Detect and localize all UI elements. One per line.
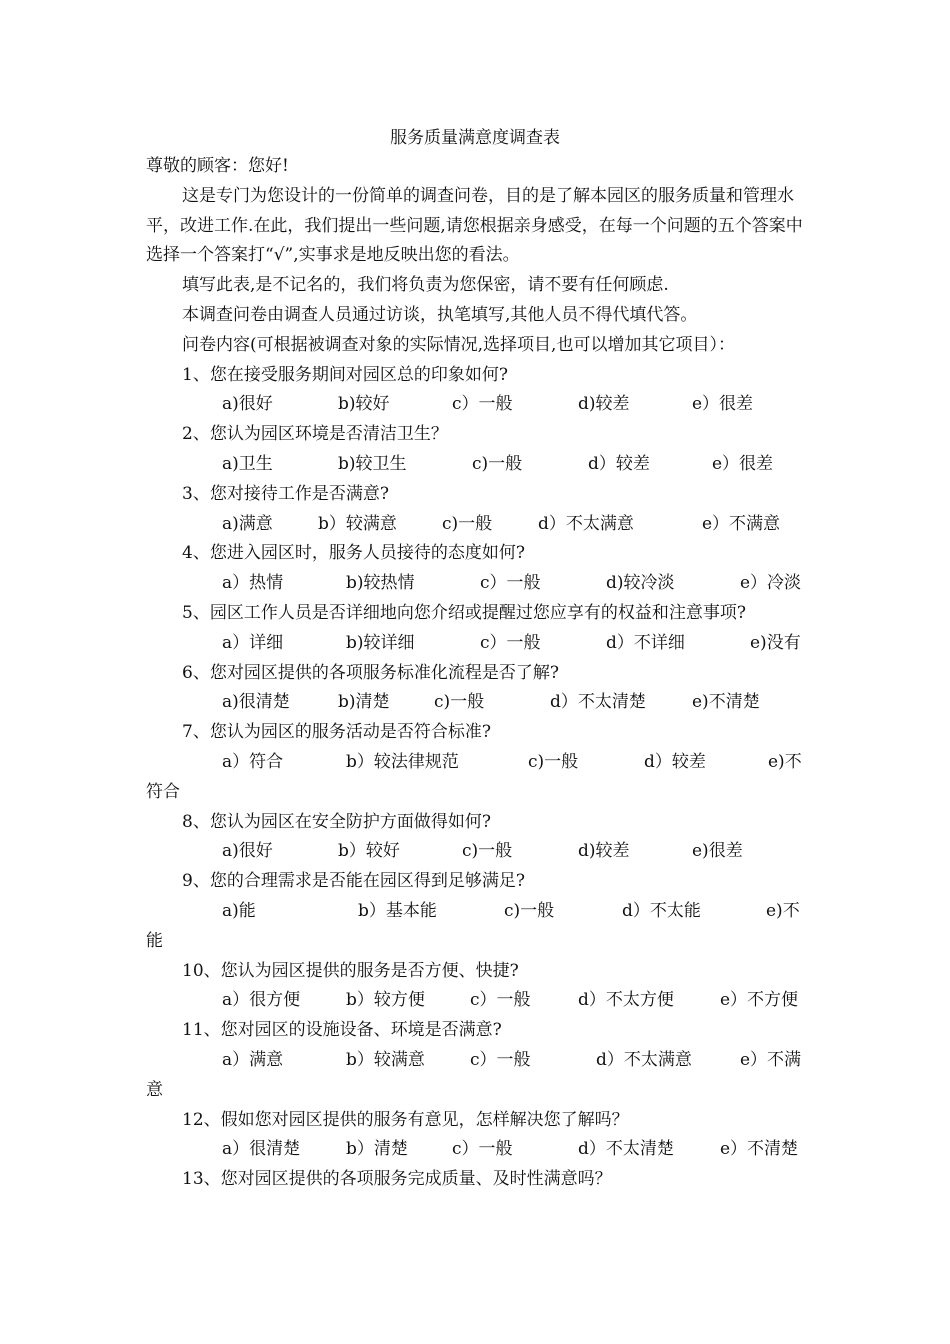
answer-option[interactable]: b)较好 (338, 394, 390, 415)
answer-option[interactable]: e）冷淡 (740, 573, 802, 594)
option-wrap-text: 能 (146, 930, 163, 951)
option-row (146, 748, 810, 778)
answer-option[interactable]: b）较方便 (346, 990, 425, 1011)
answer-option[interactable]: c)一般 (462, 841, 513, 862)
question-text: 4、您进入园区时，服务人员接待的态度如何? (182, 543, 525, 564)
question-text: 12、假如您对园区提供的服务有意见，怎样解决您了解吗？ (182, 1109, 629, 1130)
answer-option[interactable]: e)没有 (750, 632, 801, 653)
answer-option[interactable]: b）较好 (338, 841, 400, 862)
answer-option[interactable]: e)不 (768, 751, 802, 772)
answer-option[interactable]: e)不清楚 (692, 692, 760, 713)
answer-option[interactable]: c）一般 (470, 1049, 531, 1070)
answer-option[interactable]: b)较卫生 (338, 453, 407, 474)
answer-option[interactable]: d）不详细 (606, 632, 685, 653)
question-text: 11、您对园区的设施设备、环境是否满意? (182, 1020, 502, 1041)
answer-option[interactable]: c)一般 (442, 513, 493, 534)
option-row (146, 1135, 810, 1165)
option-row (146, 688, 810, 718)
answer-option[interactable]: c）一般 (452, 394, 513, 415)
answer-option[interactable]: a)很好 (222, 841, 273, 862)
option-row (146, 629, 810, 659)
question-text: 5、园区工作人员是否详细地向您介绍或提醒过您应享有的权益和注意事项? (182, 602, 746, 623)
option-row (146, 510, 810, 540)
option-wrap-text: 符合 (146, 781, 180, 802)
option-row (146, 450, 810, 480)
question-text: 2、您认为园区环境是否清洁卫生？ (182, 424, 448, 445)
question-text: 3、您对接待工作是否满意? (182, 483, 389, 504)
answer-option[interactable]: a）详细 (222, 632, 284, 653)
answer-option[interactable]: d）不太满意 (538, 513, 634, 534)
answer-option[interactable]: e）不方便 (720, 990, 799, 1011)
question-text: 7、您认为园区的服务活动是否符合标准? (182, 722, 491, 743)
survey-content (146, 152, 810, 1195)
answer-option[interactable]: b）较满意 (346, 1049, 425, 1070)
intro-paragraph-3: 本调查问卷由调查人员通过访谈，执笔填写,其他人员不得代填代答。 (182, 304, 698, 325)
option-row (146, 569, 810, 599)
answer-option[interactable]: a）符合 (222, 751, 284, 772)
answer-option[interactable]: c)一般 (504, 900, 555, 921)
option-row (146, 837, 810, 867)
answer-option[interactable]: b）清楚 (346, 1139, 408, 1160)
answer-option[interactable]: a）很方便 (222, 990, 301, 1011)
option-row (146, 1046, 810, 1076)
question-list (146, 361, 810, 1195)
answer-option[interactable]: e)很差 (692, 841, 743, 862)
answer-option[interactable]: e)不 (766, 900, 800, 921)
answer-option[interactable]: d)较差 (578, 841, 630, 862)
option-row (146, 986, 810, 1016)
answer-option[interactable]: c）一般 (452, 1139, 513, 1160)
question-text: 6、您对园区提供的各项服务标准化流程是否了解? (182, 662, 559, 683)
option-wrap-text: 意 (146, 1079, 163, 1100)
answer-option[interactable]: d）较差 (588, 453, 650, 474)
page-title: 服务质量满意度调查表 (390, 128, 560, 148)
option-row (146, 897, 810, 927)
answer-option[interactable]: a）很清楚 (222, 1139, 301, 1160)
intro-paragraph-2: 填写此表,是不记名的，我们将负责为您保密，请不要有任何顾虑. (182, 275, 669, 296)
question-text: 1、您在接受服务期间对园区总的印象如何? (182, 364, 508, 385)
answer-option[interactable]: c）一般 (480, 632, 541, 653)
answer-option[interactable]: a)满意 (222, 513, 273, 534)
question-text: 8、您认为园区在安全防护方面做得如何? (182, 811, 491, 832)
intro-paragraph-1: 这是专门为您设计的一份简单的调查问卷，目的是了解本园区的服务质量和管理水平，改进工作.在此，我们提出一些问题,请您根据亲身感受，在每一个问题的五个答案中选择一个答案打“√”,实事求是地反映出您的看法。 (146, 185, 803, 266)
answer-option[interactable]: a)很好 (222, 394, 273, 415)
answer-option[interactable]: c)一般 (472, 453, 523, 474)
answer-option[interactable]: e）不满 (740, 1049, 802, 1070)
intro-paragraph-4: 问卷内容(可根据被调查对象的实际情况,选择项目,也可以增加其它项目）： (182, 334, 735, 355)
answer-option[interactable]: c)一般 (528, 751, 579, 772)
answer-option[interactable]: c）一般 (480, 573, 541, 594)
answer-option[interactable]: d）较差 (644, 751, 706, 772)
answer-option[interactable]: a)能 (222, 900, 256, 921)
answer-option[interactable]: b)较热情 (346, 573, 415, 594)
answer-option[interactable]: d）不太满意 (596, 1049, 692, 1070)
answer-option[interactable]: e）不满意 (702, 513, 781, 534)
question-text: 10、您认为园区提供的服务是否方便、快捷? (182, 960, 519, 981)
answer-option[interactable]: c)一般 (434, 692, 485, 713)
answer-option[interactable]: b）较满意 (318, 513, 397, 534)
answer-option[interactable]: b)较详细 (346, 632, 415, 653)
option-row (146, 390, 810, 420)
answer-option[interactable]: e）很差 (692, 394, 754, 415)
answer-option[interactable]: d)较差 (578, 394, 630, 415)
answer-option[interactable]: e）不清楚 (720, 1139, 799, 1160)
answer-option[interactable]: d)较冷淡 (606, 573, 675, 594)
answer-option[interactable]: d）不太能 (622, 900, 701, 921)
answer-option[interactable]: d）不太清楚 (578, 1139, 674, 1160)
answer-option[interactable]: a)卫生 (222, 453, 273, 474)
answer-option[interactable]: a)很清楚 (222, 692, 290, 713)
answer-option[interactable]: b）较法律规范 (346, 751, 459, 772)
answer-option[interactable]: a）热情 (222, 573, 284, 594)
answer-option[interactable]: b）基本能 (358, 900, 437, 921)
answer-option[interactable]: a）满意 (222, 1049, 284, 1070)
answer-option[interactable]: c）一般 (470, 990, 531, 1011)
answer-option[interactable]: b)清楚 (338, 692, 390, 713)
question-text: 9、您的合理需求是否能在园区得到足够满足? (182, 871, 525, 892)
question-text: 13、您对园区提供的各项服务完成质量、及时性满意吗？ (182, 1169, 612, 1190)
answer-option[interactable]: d）不太方便 (578, 990, 674, 1011)
greeting: 尊敬的顾客：您好! (146, 156, 289, 176)
answer-option[interactable]: d）不太清楚 (550, 692, 646, 713)
answer-option[interactable]: e）很差 (712, 453, 774, 474)
